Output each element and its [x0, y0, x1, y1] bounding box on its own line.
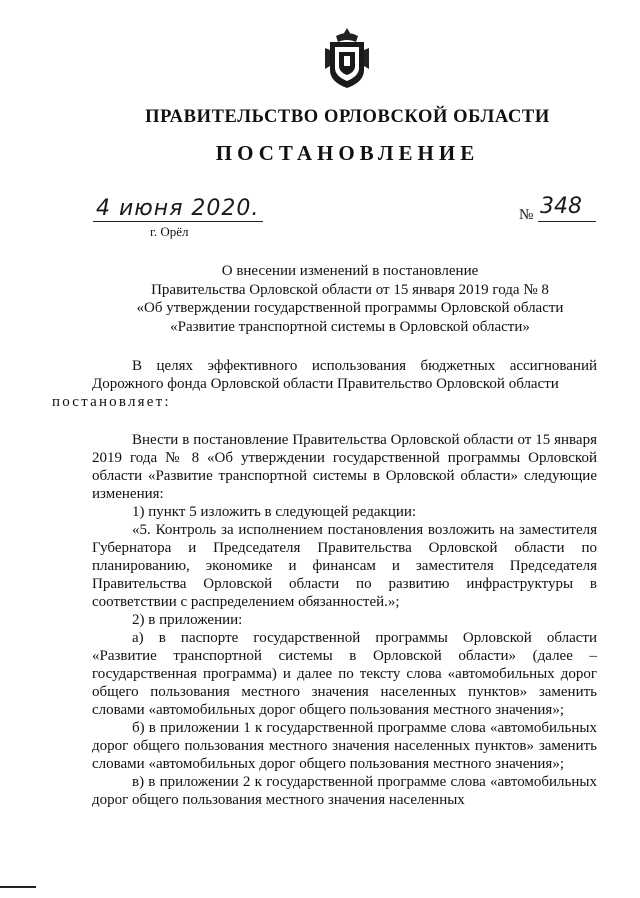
subject-line: «Развитие транспортной системы в Орловской области»	[170, 318, 530, 335]
item-2v: в) в приложении 2 к государственной программе слова «автомобильных дорог общего пользования местного значения населенных	[92, 774, 597, 808]
preamble-paragraph	[52, 357, 597, 411]
number-underline	[538, 221, 596, 222]
document-subject	[90, 262, 610, 336]
resolves-word: постановляет:	[52, 394, 171, 410]
item-1: 1) пункт 5 изложить в следующей редакции:	[132, 504, 417, 520]
date-underline	[93, 221, 263, 222]
item-2: 2) в приложении:	[132, 612, 243, 628]
margin-mark	[0, 886, 36, 888]
document-body	[52, 357, 597, 809]
preamble-text: В целях эффективного использования бюджетных ассигнований Дорожного фонда Орловской области Правительство Орловской области	[92, 358, 597, 392]
subject-line: Правительства Орловской области от 15 января 2019 года № 8	[151, 281, 549, 298]
item-2a: а) в паспорте государственной программы Орловской области «Развитие транспортной системы в Орловской области» (далее – государственная программа) и далее по тексту слова «автомобильных дорог общего пользования местного значения населенных пунктов» заменить словами «автомобильных дорог общего пользования местного значения»;	[92, 630, 597, 718]
number-label: №	[519, 207, 534, 223]
item-1-text: «5. Контроль за исполнением постановления возложить на заместителя Губернатора и Председателя Правительства Орловской области по планированию, экономике и финансам и заместителя Председателя Правительства Орловской области по развитию инфраструктуры в соответствии с распределением обязанностей.»;	[92, 522, 597, 610]
intro-paragraph: Внести в постановление Правительства Орловской области от 15 января 2019 года № 8 «Об утверждении государственной программы Орловской области «Развитие транспортной системы в Орловской области» следующие изменения:	[92, 432, 597, 502]
subject-line: «Об утверждении государственной программы Орловской области	[136, 300, 564, 316]
coat-of-arms-icon	[322, 26, 372, 90]
handwritten-date: 4 июня 2020.	[96, 196, 260, 221]
city-label: г. Орёл	[150, 224, 189, 239]
government-title: ПРАВИТЕЛЬСТВО ОРЛОВСКОЙ ОБЛАСТИ	[145, 107, 550, 127]
document-type: ПОСТАНОВЛЕНИЕ	[215, 141, 480, 165]
item-2b: б) в приложении 1 к государственной программе слова «автомобильных дорог общего пользования местного значения населенных пунктов» заменить словами «автомобильных дорог общего пользования местного значения»;	[92, 720, 597, 772]
subject-line: О внесении изменений в постановление	[221, 263, 479, 279]
handwritten-number: 348	[540, 194, 582, 219]
